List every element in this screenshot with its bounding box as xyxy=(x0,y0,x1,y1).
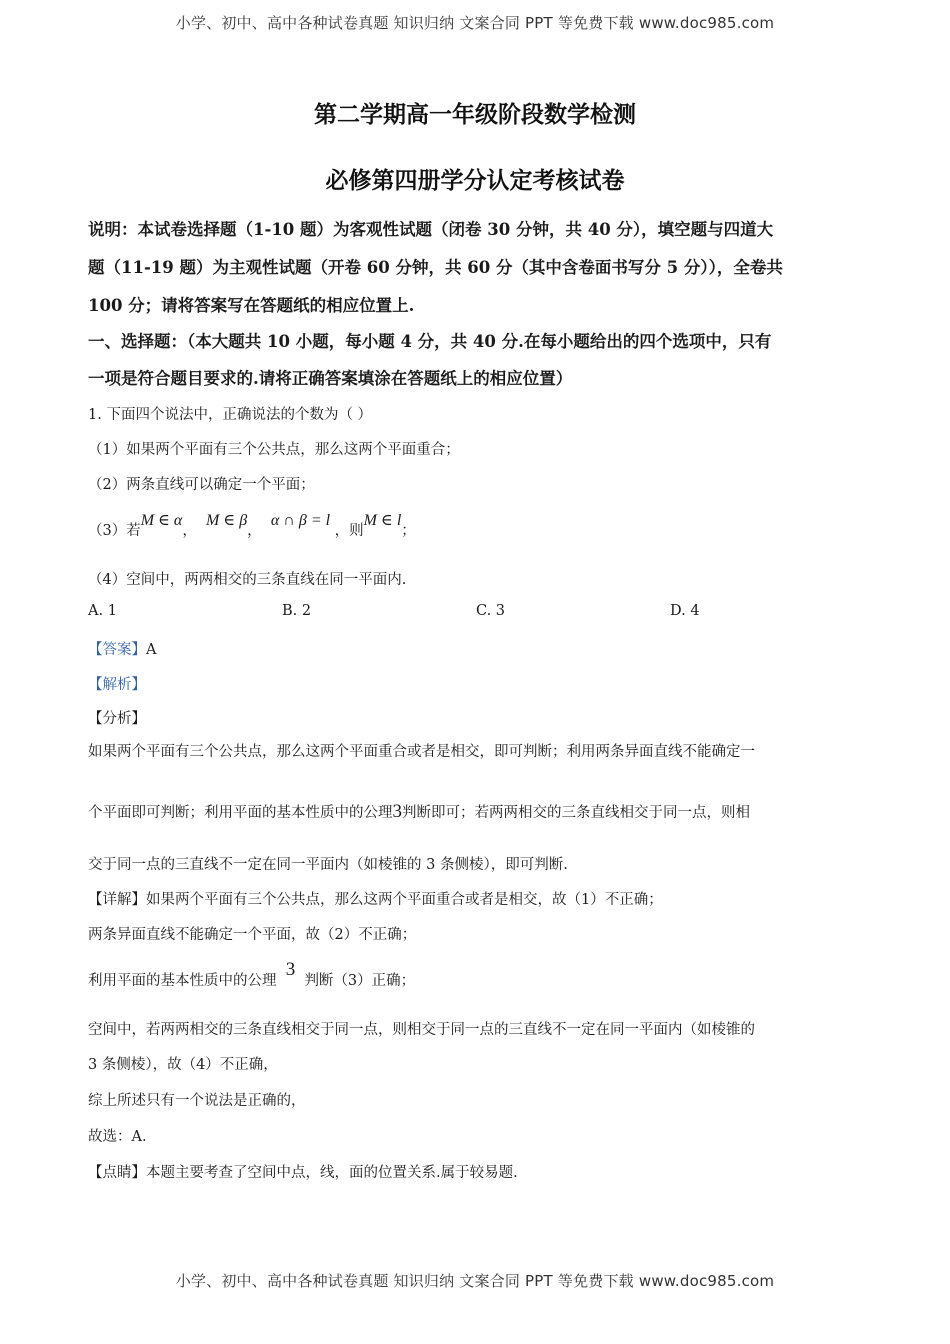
fenxi-tag: 【分析】 xyxy=(88,711,146,727)
math-m-in-alpha: M ∈ α xyxy=(140,512,183,529)
xiangjie-line-5: 3 条侧棱），故（4）不正确， xyxy=(88,1057,278,1073)
section-heading-line-1: 一、选择题：（本大题共 10 小题，每小题 4 分，共 40 分.在每小题给出的四个选项中，只有 xyxy=(88,332,772,351)
dianjing-text: 本题主要考查了空间中点，线，面的位置关系.属于较易题. xyxy=(146,1165,518,1181)
xiangjie-line-7: 故选：A. xyxy=(88,1129,147,1145)
exam-subtitle: 必修第四册学分认定考核试卷 xyxy=(325,168,625,194)
fenxi-line-3: 交于同一点的三直线不一定在同一平面内（如棱锥的 3 条侧棱），即可判断. xyxy=(88,857,568,873)
page-footer: 小学、初中、高中各种试卷真题 知识归纳 文案合同 PPT 等免费下载 www.doc985.com xyxy=(175,1272,775,1290)
xiangjie-tag: 【详解】 xyxy=(88,892,146,908)
instructions-line-1: 说明：本试卷选择题（1-10 题）为客观性试题（闭卷 30 分钟，共 40 分），填空题与四道大 xyxy=(88,220,774,239)
xiangjie-line-3-b: 判断（3）正确； xyxy=(304,973,416,989)
section-heading-line-2: 一项是符合题目要求的.请将正确答案填涂在答题纸上的相应位置） xyxy=(88,369,573,388)
option-b: B. 2 xyxy=(282,603,312,619)
xiangjie-line-6: 综上所述只有一个说法是正确的， xyxy=(88,1093,306,1109)
xiangjie-line-3-a: 利用平面的基本性质中的公理 xyxy=(88,973,277,989)
statement-1: （1）如果两个平面有三个公共点，那么这两个平面重合； xyxy=(88,442,460,458)
xiangjie-line-3 xyxy=(88,959,863,991)
option-c: C. 3 xyxy=(476,603,506,619)
math-m-in-beta: M ∈ β xyxy=(206,512,248,529)
statement-3-end: ； xyxy=(401,523,416,539)
answer-tag: 【答案】 xyxy=(88,642,146,658)
question-stem: 1. 下面四个说法中，正确说法的个数为（ ） xyxy=(88,407,373,423)
statement-3 xyxy=(88,512,863,540)
xiangjie-line-2: 两条异面直线不能确定一个平面，故（2）不正确； xyxy=(88,927,417,943)
instructions-line-2: 题（11-19 题）为主观性试题（开卷 60 分钟，共 60 分（其中含卷面书写分 5 分）），全卷共 xyxy=(88,258,783,277)
xiangjie-text-1: 如果两个平面有三个公共点，那么这两个平面重合或者是相交，故（1）不正确； xyxy=(146,892,663,908)
math-m-in-l: M ∈ l xyxy=(363,512,402,529)
statement-4: （4）空间中，两两相交的三条直线在同一平面内. xyxy=(88,572,407,588)
then-text: ，则 xyxy=(334,523,364,539)
answer-value: A xyxy=(146,642,157,658)
answer-line xyxy=(88,638,863,659)
comma-2: ， xyxy=(247,523,262,539)
dianjing-line xyxy=(88,1161,863,1182)
instructions-line-3: 100 分；请将答案写在答题纸的相应位置上. xyxy=(88,296,415,315)
axiom-number-2: 3 xyxy=(285,959,296,980)
exam-title: 第二学期高一年级阶段数学检测 xyxy=(314,102,636,128)
xiangjie-line-4: 空间中，若两两相交的三条直线相交于同一点，则相交于同一点的三直线不一定在同一平面内（如棱锥的 xyxy=(88,1022,755,1038)
axiom-number: 3 xyxy=(392,801,402,822)
fenxi-line-1: 如果两个平面有三个公共点，那么这两个平面重合或者是相交，即可判断；利用两条异面直线不能确定一 xyxy=(88,744,755,760)
fenxi-line-2-b: 判断即可；若两两相交的三条直线相交于同一点，则相 xyxy=(402,805,750,821)
math-alpha-cap-beta: α ∩ β = l xyxy=(270,512,331,529)
fenxi-line-2-a: 个平面即可判断；利用平面的基本性质中的公理 xyxy=(88,805,393,821)
option-d: D. 4 xyxy=(670,603,700,619)
statement-2: （2）两条直线可以确定一个平面； xyxy=(88,477,315,493)
dianjing-tag: 【点睛】 xyxy=(88,1165,146,1181)
comma-1: ， xyxy=(182,523,197,539)
page-header: 小学、初中、高中各种试卷真题 知识归纳 文案合同 PPT 等免费下载 www.doc985.com xyxy=(175,14,775,32)
statement-3-prefix: （3）若 xyxy=(88,523,141,539)
xiangjie-line-1 xyxy=(88,888,863,909)
fenxi-line-2 xyxy=(88,801,863,823)
option-a: A. 1 xyxy=(88,603,117,619)
analysis-tag: 【解析】 xyxy=(88,677,146,693)
